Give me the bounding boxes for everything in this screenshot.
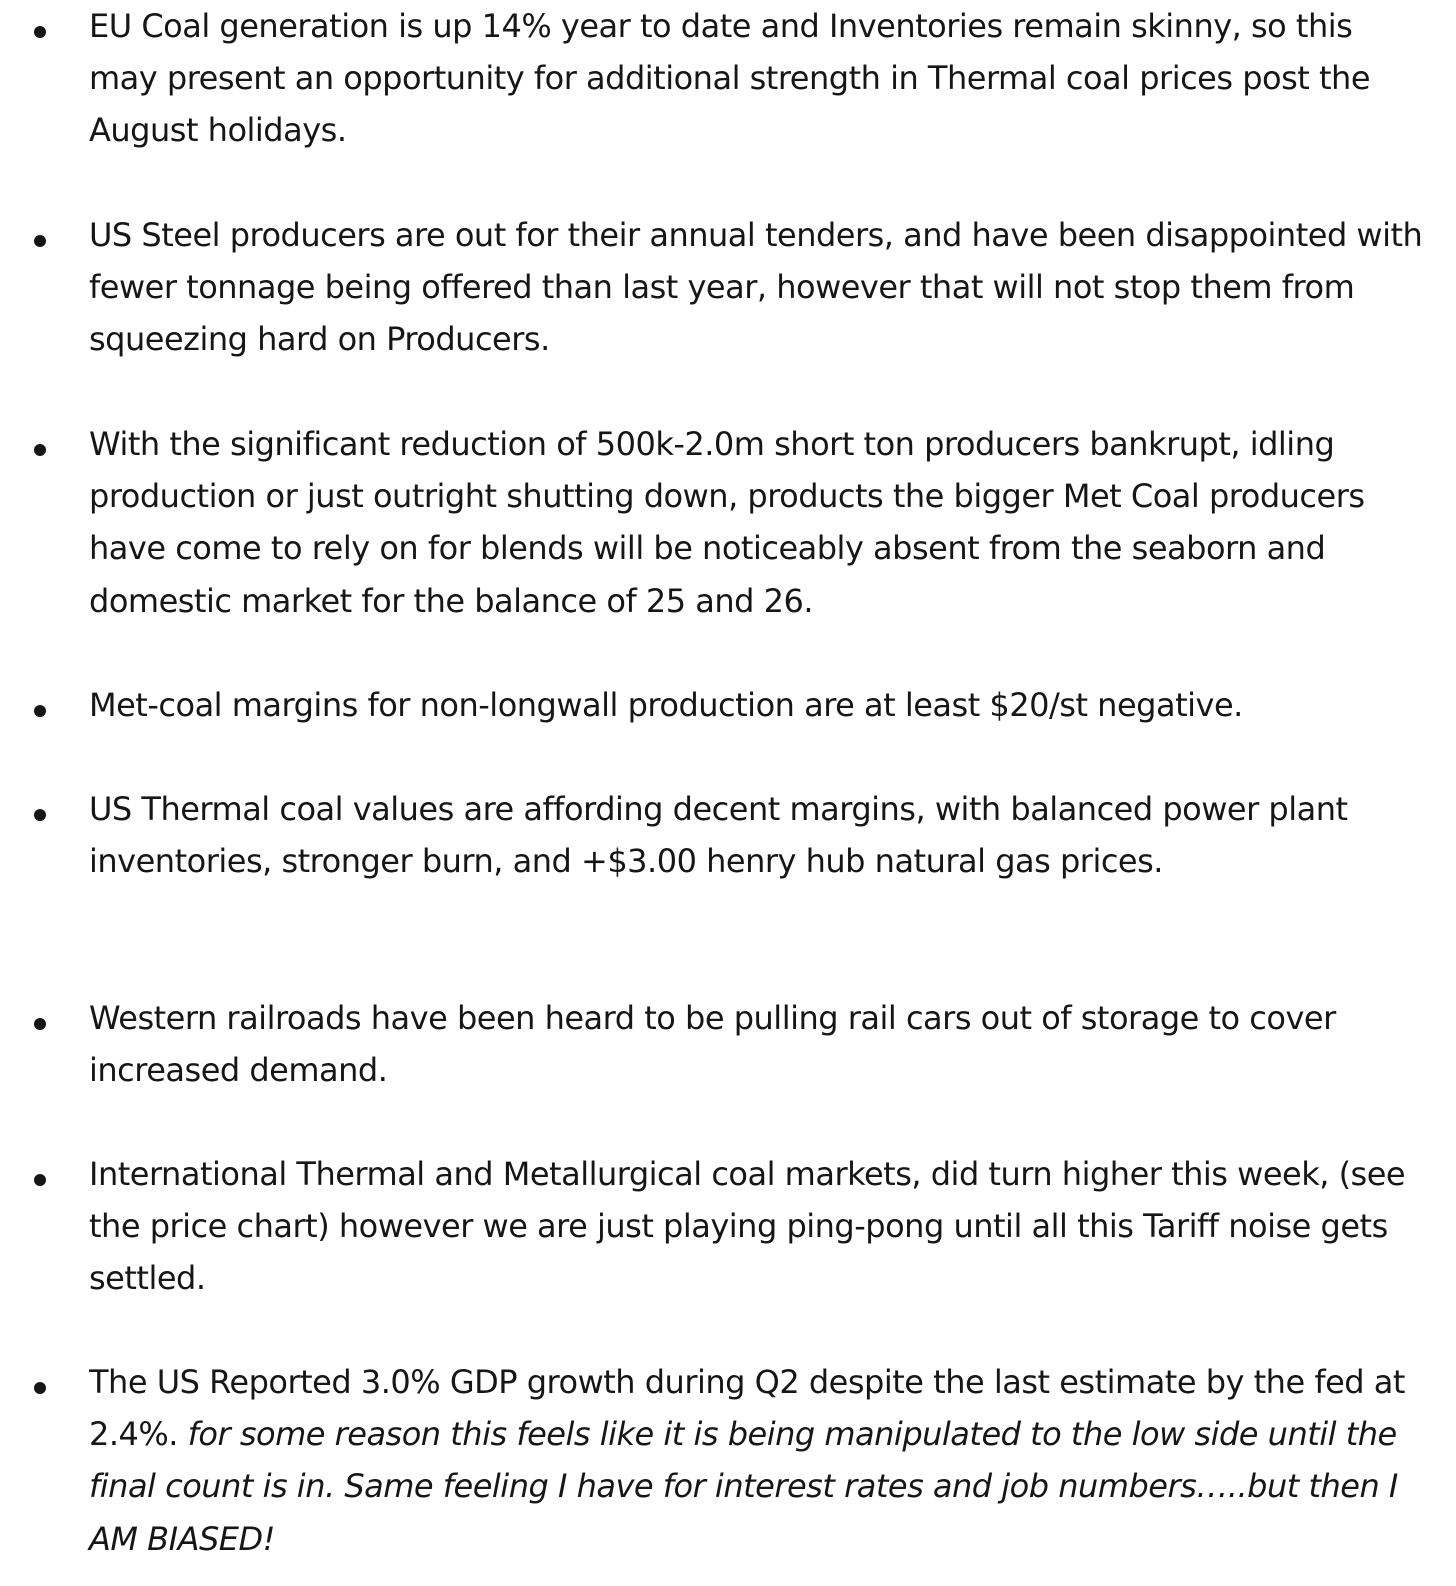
bullet-dot xyxy=(34,444,46,456)
bullet-text-italic: for some reason this feels like it is being manipulated to the low side until the final count is in. Same feeling I have for interest rates and job numbers…..but then I AM BIASED! xyxy=(89,1415,1398,1558)
bullet-dot xyxy=(34,26,46,38)
bullet-text: Met-coal margins for non-longwall production are at least $20/st negative. xyxy=(89,686,1243,724)
bullet-text: Western railroads have been heard to be pulling rail cars out of storage to cover increased demand. xyxy=(89,999,1336,1090)
bullet-dot xyxy=(34,809,46,821)
bullet-dot xyxy=(34,235,46,247)
bullet-text: US Steel producers are out for their annual tenders, and have been disappointed with fewer tonnage being offered than last year, however that will not stop them from squeezing hard on Producers. xyxy=(89,216,1423,359)
bullet-text-regular: The US Reported 3.0% GDP growth during Q2 despite the last estimate by the fed at 2.4%. xyxy=(89,1363,1405,1454)
bullet-dot xyxy=(34,1018,46,1030)
bullet-dot xyxy=(34,705,46,717)
bullet-text: US Thermal coal values are affording decent margins, with balanced power plant inventories, stronger burn, and +$3.00 henry hub natural gas prices. xyxy=(89,790,1348,881)
bullet-dot xyxy=(34,1174,46,1186)
bullet-text: With the significant reduction of 500k-2.0m short ton producers bankrupt, idling production or just outright shutting down, products the bigger Met Coal producers have come to rely on for blends will be noticeably absent from the seaborn and domestic market for the balance of 25 and 26. xyxy=(89,425,1365,620)
bullet-text xyxy=(89,1356,1429,1565)
bullet-dot xyxy=(34,1382,46,1394)
bullet-text: EU Coal generation is up 14% year to date and Inventories remain skinny, so this may present an opportunity for additional strength in Thermal coal prices post the August holidays. xyxy=(89,7,1370,150)
bullet-text: International Thermal and Metallurgical coal markets, did turn higher this week, (see the price chart) however we are just playing ping-pong until all this Tariff noise gets settled. xyxy=(89,1155,1406,1298)
